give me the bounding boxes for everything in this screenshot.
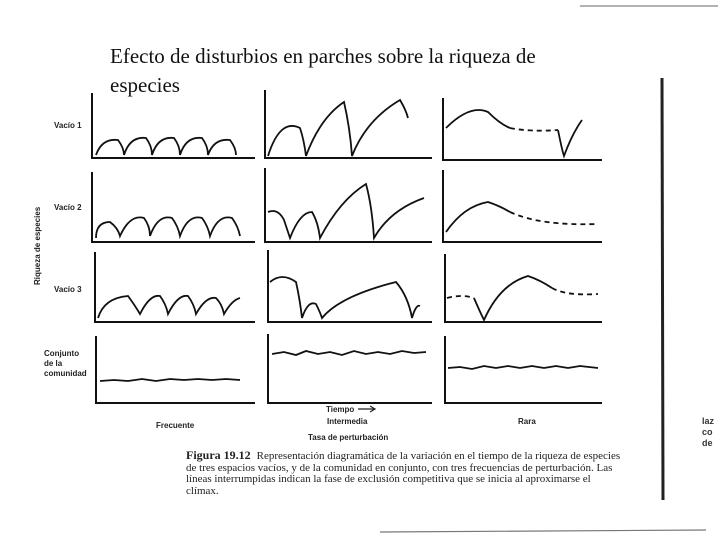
panel-axis-r4c1 <box>96 336 255 403</box>
time-arrow-icon <box>358 406 375 412</box>
side-fragment-3: de <box>702 438 713 448</box>
curve-r3c1 <box>98 296 240 318</box>
panel-axis-r2c3 <box>443 170 602 242</box>
curve-r4c1 <box>100 379 240 381</box>
curve-r1c3-drop <box>558 120 582 156</box>
community-label-line-1: Conjunto <box>44 349 80 358</box>
figure-caption <box>186 450 626 497</box>
side-fragment <box>702 416 714 449</box>
row-label-vacio-3: Vacío 3 <box>54 285 82 294</box>
curve-r2c1 <box>96 217 240 238</box>
slide-title: Efecto de disturbios en parches sobre la riqueza de especies <box>110 44 536 97</box>
curve-r2c2 <box>268 184 424 238</box>
curve-r1c3-dashed <box>510 128 558 131</box>
time-label: Tiempo <box>326 405 355 414</box>
curve-r3c3-dashed-start <box>447 296 474 298</box>
panel-axis-r3c1 <box>95 252 255 322</box>
caption-label: Figura 19.12 <box>186 448 251 462</box>
richness-curves <box>96 100 598 381</box>
curve-r1c1 <box>96 138 236 155</box>
column-label-rara: Rara <box>518 417 536 426</box>
curve-r4c2 <box>272 351 426 355</box>
curve-r4c3 <box>448 366 598 369</box>
panel-axes <box>92 90 602 403</box>
community-label-line-2: de la <box>44 359 63 368</box>
panel-axis-r3c2 <box>268 250 432 322</box>
row-label-vacio-1: Vacío 1 <box>54 121 82 130</box>
panel-axis-r2c1 <box>92 172 255 242</box>
curve-r2c3 <box>446 202 510 232</box>
curve-r3c3-dashed <box>552 288 598 294</box>
side-fragment-1: laz <box>702 416 715 426</box>
x-axis-label: Tasa de perturbación <box>308 433 389 442</box>
panel-axis-r1c1 <box>92 93 255 158</box>
curve-r1c2 <box>268 100 408 156</box>
curve-r2c3-dashed <box>510 212 598 224</box>
curve-r1c3 <box>446 110 510 128</box>
row-label-vacio-2: Vacío 2 <box>54 203 82 212</box>
panel-axis-r3c3 <box>445 254 602 322</box>
side-fragment-2: co <box>702 427 713 437</box>
column-label-frecuente: Frecuente <box>156 421 195 430</box>
curve-r3c3 <box>474 276 552 320</box>
panel-axis-r4c3 <box>445 336 602 403</box>
curve-r3c2 <box>270 277 420 318</box>
caption-text: Representación diagramática de la variación en el tiempo de la riqueza de especies de tres espacios vacíos, y de la comunidad en conjunto, con tres frecuencias de perturbación. Las líneas interrumpidas indican la fase de exclusión competitiva que se inicia al aproximarse el clímax. <box>186 450 621 497</box>
panel-axis-r4c2 <box>268 334 432 403</box>
y-axis-label: Riqueza de especies <box>33 206 42 285</box>
column-label-intermedia: Intermedia <box>327 417 368 426</box>
scan-line-bottom <box>380 530 706 532</box>
scan-border-right <box>662 78 663 500</box>
community-label-line-3: comunidad <box>44 369 87 378</box>
